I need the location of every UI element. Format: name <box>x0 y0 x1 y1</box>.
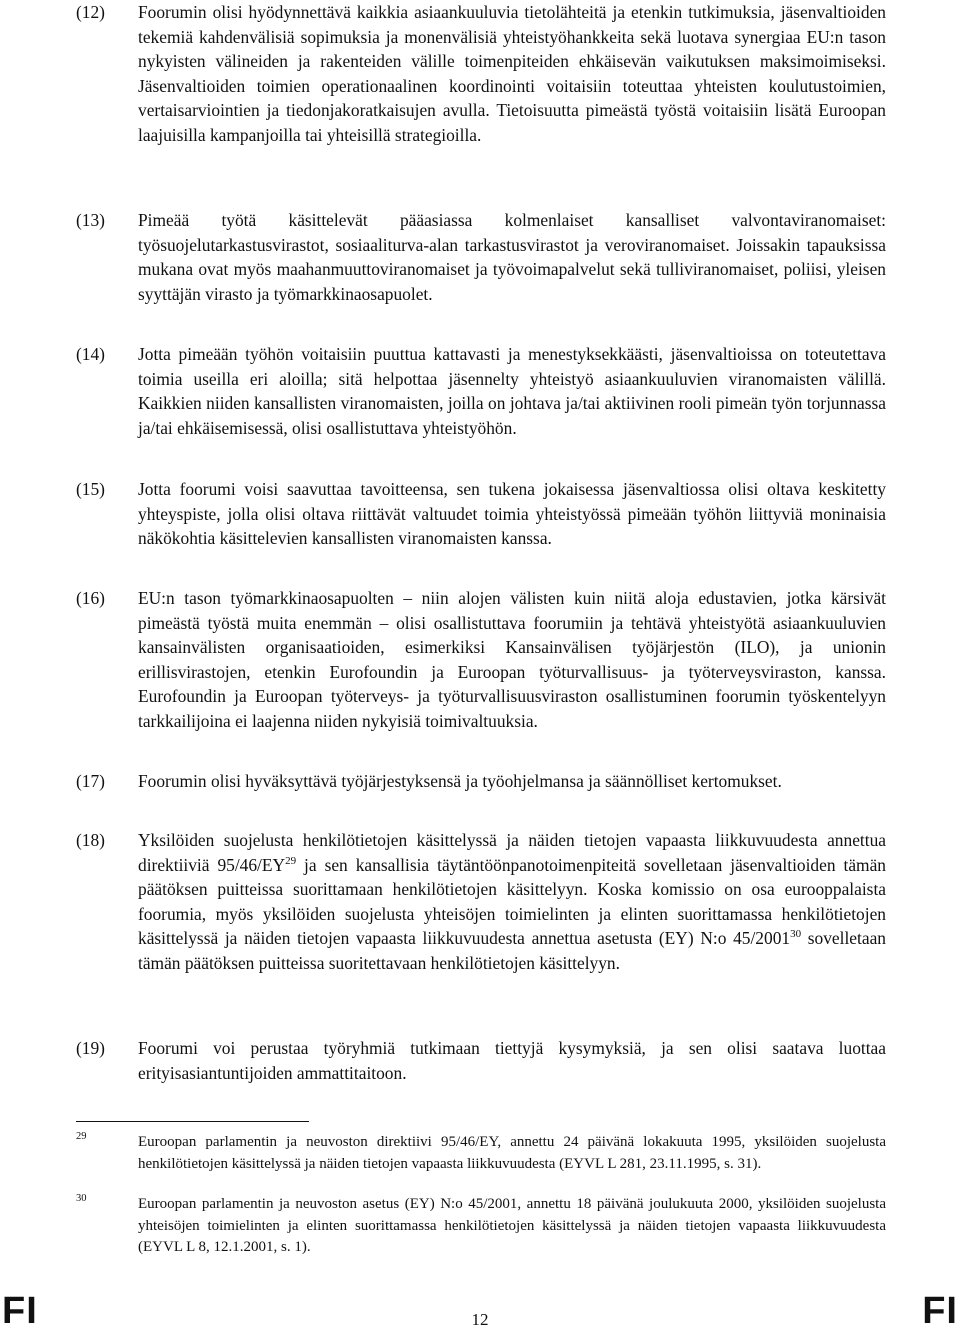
footnote-number: 29 <box>76 1131 87 1142</box>
footnote-ref-30[interactable]: 30 <box>790 928 802 941</box>
page-number: 12 <box>471 1310 489 1329</box>
recital-number: (14) <box>76 344 105 364</box>
recital-number: (16) <box>76 588 105 608</box>
recital-17 <box>76 769 886 794</box>
recital-text: EU:n tason työmarkkinaosapuolten – niin alojen välisten kuin niitä aloja edustavien, jotka kärsivät pimeästä työstä muita enemmän – olisi osallistuttava foorumiin ja tehtävä yhteistyötä asiaankuuluvien kansainvälisten organisaatioiden, esimerkiksi Kansainvälisen työjärjestön (ILO), ja unionin erillisvirastojen, etenkin Eurofoundin ja Euroopan työturvallisuus- ja työterveysviraston, kanssa. Eurofoundin ja Euroopan työterveys- ja työturvallisuusviraston osallistuminen foorumin työskentelyyn tarkkailijoina ei laajenna niiden nykyisiä toimivaltuuksia. <box>138 588 886 731</box>
recital-text: Jotta pimeään työhön voitaisiin puuttua kattavasti ja menestyksekkäästi, jäsenvaltioissa on toteutettava toimia useilla eri aloilla; sitä helpottaa jäsennelty yhteistyö asiaankuuluvien viranomaisten välillä. Kaikkien niiden kansallisten viranomaisten, joilla on johtava ja/tai aktiivinen rooli pimeän työn torjunnassa ja/tai ehkäisemisessä, olisi osallistuttava yhteistyöhön. <box>138 344 886 438</box>
recital-15 <box>76 477 886 551</box>
recital-18 <box>76 828 886 976</box>
recital-number: (17) <box>76 771 105 791</box>
recital-16 <box>76 586 886 734</box>
language-code-right: FI <box>922 1290 958 1332</box>
footnote-separator <box>76 1121 309 1122</box>
recital-number: (15) <box>76 479 105 499</box>
recital-19 <box>76 1036 886 1085</box>
recital-number: (19) <box>76 1038 105 1058</box>
recital-text: Foorumi voi perustaa työryhmiä tutkimaan tiettyjä kysymyksiä, ja sen olisi saatava luottaa erityisasiantuntijoiden ammattitaitoon. <box>138 1038 886 1083</box>
recital-text: Jotta foorumi voisi saavuttaa tavoitteensa, sen tukena jokaisessa jäsenvaltiossa olisi oltava keskitetty yhteyspiste, jolla olisi oltava riittävät valtuudet toimia yhteistyössä pimeään työhön liittyviä moninaisia näkökohtia käsittelevien kansallisten viranomaisten kanssa. <box>138 479 886 549</box>
footnote-text: Euroopan parlamentin ja neuvoston asetus (EY) N:o 45/2001, annettu 18 päivänä joulukuuta 2000, yksilöiden suojelusta yhteisöjen toimielinten ja elinten suorittamassa henkilötietojen käsittelyssä ja näiden tietojen vapaasta liikkuvuudesta (EYVL L 8, 12.1.2001, s. 1). <box>138 1196 886 1256</box>
recital-number: (18) <box>76 830 105 850</box>
recital-text: Foorumin olisi hyödynnettävä kaikkia asiaankuuluvia tietolähteitä ja etenkin tutkimuksia, jäsenvaltioiden tekemiä kahdenvälisiä sopimuksia ja monenvälisiä yhteistyöhankkeita sekä luotava synergiaa EU:n tason nykyisten välineiden ja rakenteiden välille toimenpiteiden ehkäisevän vaikutuksen maksimoimiseksi. Jäsenvaltioiden toimien operationaalinen koordinointi voitaisiin toteuttaa yhteisten koulutustoimien, vertaisarviointien ja tiedonjakoratkaisujen avulla. Tietoisuutta pimeästä työstä voitaisiin lisätä Euroopan laajuisilla kampanjoilla tai yhteisillä strategioilla. <box>138 2 886 145</box>
recital-number: (12) <box>76 2 105 22</box>
recital-14 <box>76 342 886 440</box>
recital-text-part: sovelletaan tämän päätöksen puitteissa suoritettavaan henkilötietojen käsittelyyn. <box>138 928 886 973</box>
recital-13 <box>76 208 886 306</box>
recital-12 <box>76 0 886 148</box>
recital-number: (13) <box>76 210 105 230</box>
footnote-number: 30 <box>76 1193 87 1204</box>
language-code-left: FI <box>2 1290 38 1332</box>
footnote-ref-29[interactable]: 29 <box>285 854 297 867</box>
recital-text-part: ja sen kansallisia täytäntöönpanotoimenpiteitä sovelletaan jäsenvaltioiden tämän päätöksen puitteissa suorittamaan henkilötietojen käsittelyyn. Koska komissio on osa eurooppalaista foorumia, myös yksilöiden suojelusta yhteisöjen toimielinten ja elinten suorittamassa henkilötietojen käsittelyssä ja näiden tietojen vapaasta liikkuvuudesta annettua asetusta (EY) N:o 45/2001 <box>138 854 886 949</box>
recital-text: Foorumin olisi hyväksyttävä työjärjestyksensä ja työohjelmansa ja säännölliset kertomukset. <box>138 771 782 791</box>
recital-text <box>138 828 886 976</box>
recital-text-part: Yksilöiden suojelusta henkilötietojen käsittelyssä ja näiden tietojen vapaasta liikkuvuudesta annettua direktiiviä 95/46/EY <box>138 830 886 875</box>
footnote-29 <box>76 1132 886 1175</box>
recital-text: Pimeää työtä käsittelevät pääasiassa kolmenlaiset kansalliset valvontaviranomaiset: työsuojelutarkastusvirastot, sosiaaliturva-alan tarkastusvirastot ja veroviranomaiset. Joissakin tapauksissa mukana ovat myös maahanmuuttoviranomaiset ja työvoimapalvelut sekä tulliviranomaiset, poliisi, yleisen syyttäjän virasto ja työmarkkinaosapuolet. <box>138 210 886 304</box>
footnote-text: Euroopan parlamentin ja neuvoston direktiivi 95/46/EY, annettu 24 päivänä lokakuuta 1995, yksilöiden suojelusta henkilötietojen käsittelyssä ja näiden tietojen vapaasta liikkuvuudesta (EYVL L 281, 23.11.1995, s. 31). <box>138 1134 886 1172</box>
footnote-30 <box>76 1194 886 1259</box>
